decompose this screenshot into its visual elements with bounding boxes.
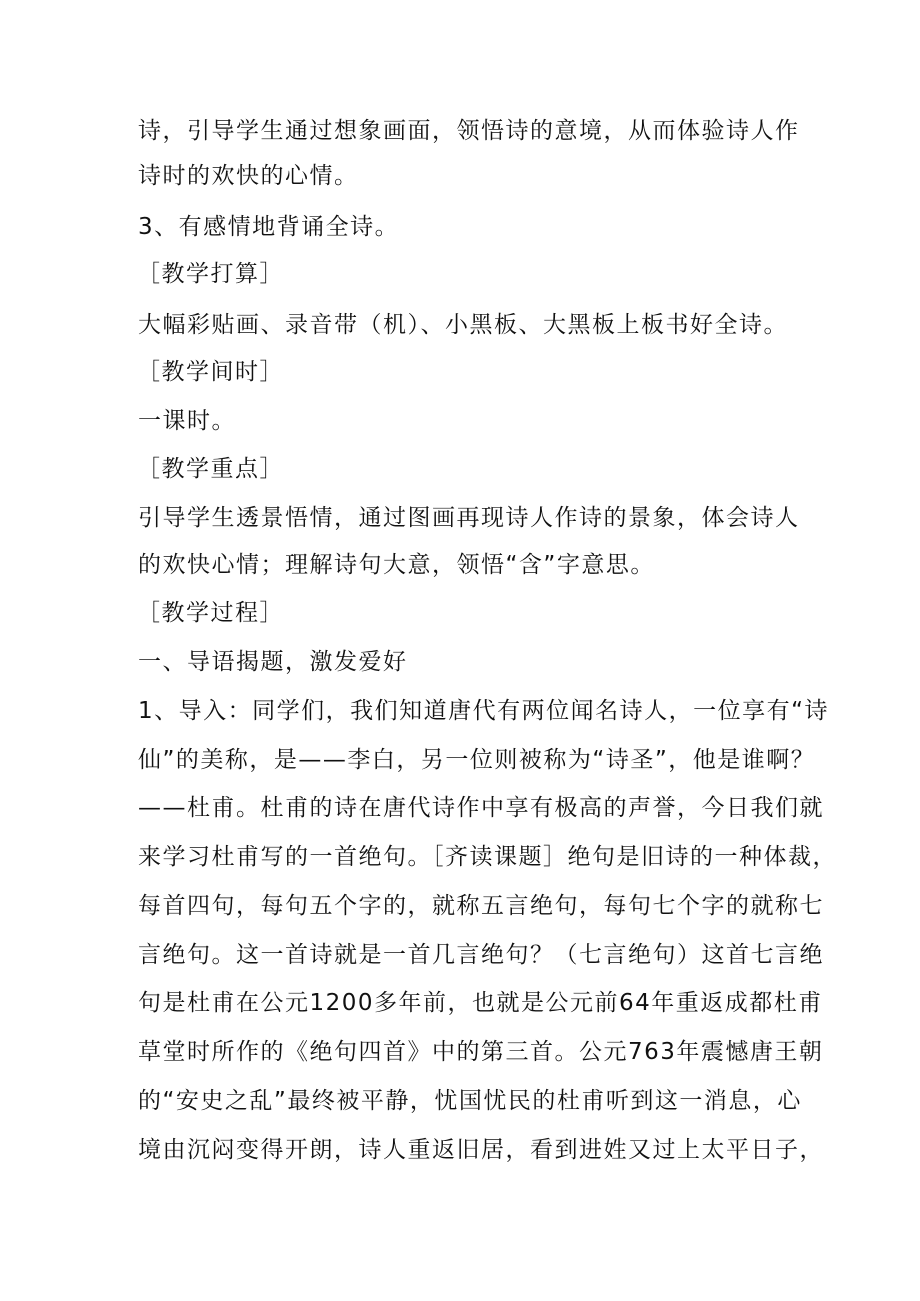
text-line-16: 来学习杜甫写的一首绝句。［齐读课题］绝句是旧诗的一种体裁， <box>138 844 837 870</box>
text-line-14: 仙”的美称，是——李白，另一位则被称为“诗圣”，他是谁啊？ <box>138 747 816 773</box>
text-line-5: 大幅彩贴画、录音带（机）、小黑板、大黑板上板书好全诗。 <box>138 312 788 338</box>
text-line-21: 的“安史之乱”最终被平静，忧国忧民的杜甫听到这一消息，心 <box>138 1088 802 1114</box>
text-line-13: 1、导入：同学们，我们知道唐代有两位闻名诗人，一位享有“诗 <box>138 698 830 724</box>
text-line-1: 诗，引导学生通过想象画面，领悟诗的意境，从而体验诗人作 <box>138 118 800 144</box>
text-line-18: 言绝句。这一首诗就是一首几言绝句？（七言绝句）这首七言绝 <box>138 942 824 968</box>
text-line-7: 一课时。 <box>138 408 236 434</box>
text-line-19: 句是杜甫在公元1200多年前，也就是公元前64年重返成都杜甫 <box>138 990 823 1016</box>
section-heading-process: ［教学过程］ <box>137 600 284 626</box>
text-line-3: 3、有感情地背诵全诗。 <box>138 214 400 240</box>
text-line-20: 草堂时所作的《绝句四首》中的第三首。公元763年震憾唐王朝 <box>138 1039 824 1065</box>
section-heading-time: ［教学间时］ <box>137 359 284 385</box>
section-heading-preparation: ［教学打算］ <box>137 261 284 287</box>
text-line-2: 诗时的欢快的心情。 <box>138 163 359 189</box>
text-line-12: 一、导语揭题，激发爱好 <box>138 649 408 675</box>
text-line-15: ——杜甫。杜甫的诗在唐代诗作中享有极高的声誉，今日我们就 <box>138 795 824 821</box>
text-line-9: 引导学生透景悟情，通过图画再现诗人作诗的景象，体会诗人 <box>138 505 800 531</box>
text-line-22: 境由沉闷变得开朗，诗人重返旧居，看到进姓又过上太平日子， <box>138 1137 824 1163</box>
text-line-17: 每首四句，每句五个字的，就称五言绝句，每句七个字的就称七 <box>138 893 824 919</box>
text-line-10: 的欢快心情；理解诗句大意，领悟“含”字意思。 <box>138 552 655 578</box>
section-heading-key-points: ［教学重点］ <box>137 456 284 482</box>
